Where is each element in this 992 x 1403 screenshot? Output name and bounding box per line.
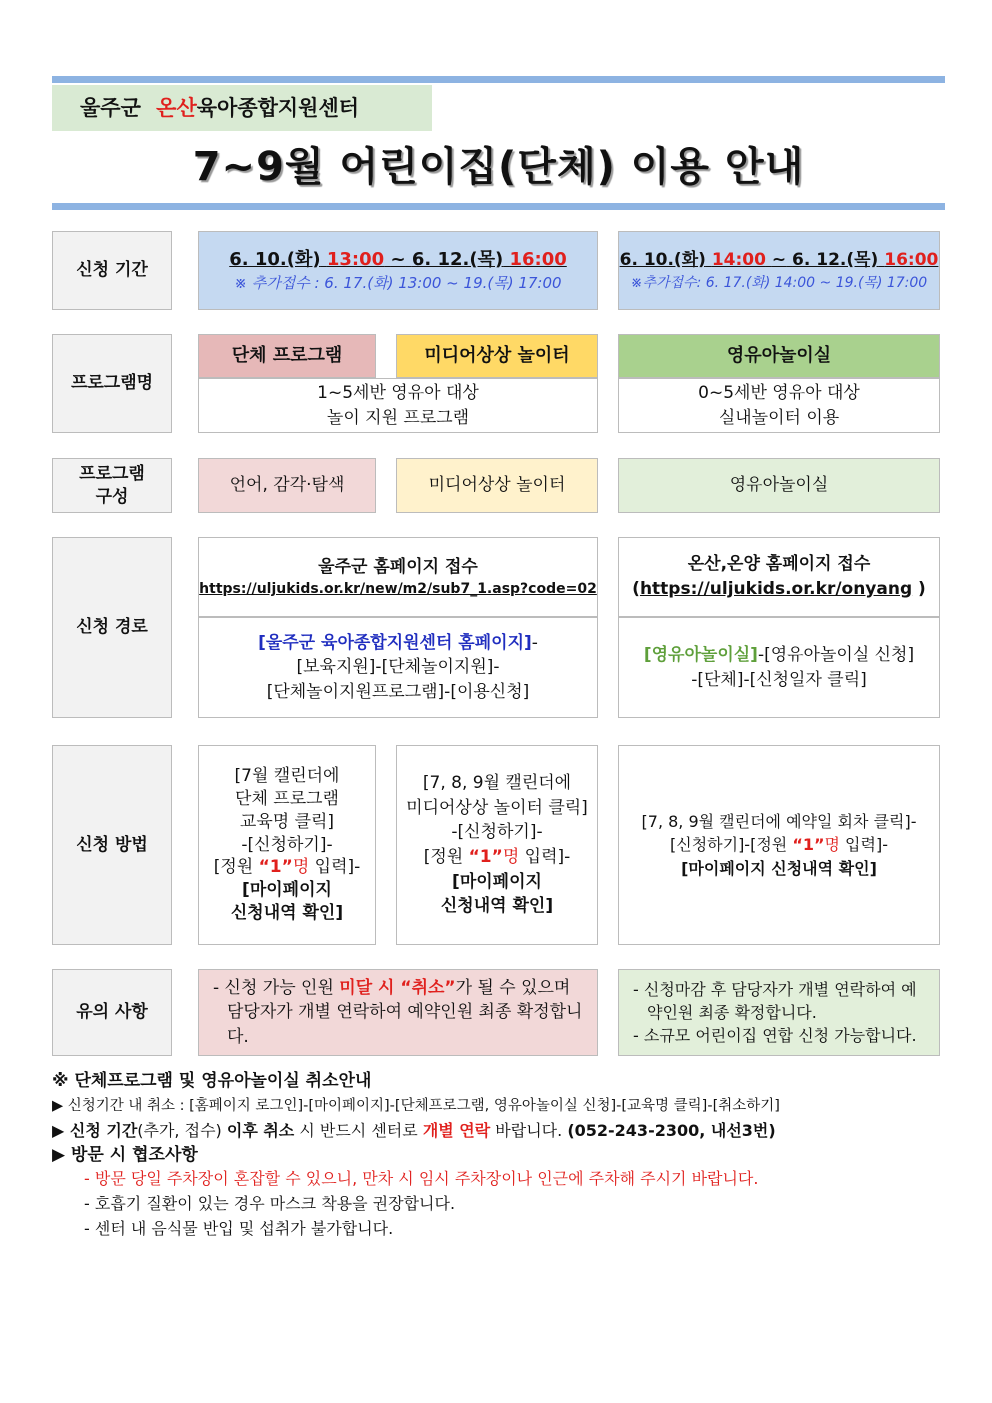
cancel-line-2: ▶ 신청 기간(추가, 접수) 이후 취소 시 반드시 센터로 개별 연락 바랍니다. (052-243-2300, 내선3번): [52, 1121, 776, 1140]
period-label: 신청 기간: [52, 231, 172, 310]
route-left-url[interactable]: https://uljukids.or.kr/new/m2/sub7_1.asp?code=02: [199, 581, 597, 598]
org-highlight: 온산: [156, 96, 197, 120]
route-left-path: [울주군 육아종합지원센터 홈페이지]- [보육지원]-[단체놀이지원]- [단체놀이지원프로그램]-[이용신청]: [198, 617, 598, 718]
cancel-title: ※ 단체프로그램 및 영유아놀이실 취소안내: [52, 1071, 372, 1091]
org-prefix: 울주군: [80, 96, 141, 120]
period-right-note: ※추가접수: 6. 17.(화) 14:00 ~ 19.(목) 17:00: [630, 274, 928, 291]
program-left-desc: 1~5세반 영유아 대상 놀이 지원 프로그램: [198, 378, 598, 433]
route-right-site: 온산,온양 홈페이지 접수 (https://uljukids.or.kr/onyang ): [618, 537, 940, 617]
period-left-dates: 6. 10.(화) 13:00 ~ 6. 12.(목) 16:00: [229, 248, 567, 270]
route-left-site: 울주군 홈페이지 접수 https://uljukids.or.kr/new/m2/sub7_1.asp?code=02: [198, 537, 598, 617]
visit-line-3: - 센터 내 음식물 반입 및 섭취가 불가합니다.: [84, 1219, 394, 1238]
program-label: 프로그램명: [52, 334, 172, 433]
composition-group: 언어, 감각·탐색: [198, 458, 376, 513]
period-right-dates: 6. 10.(화) 14:00 ~ 6. 12.(목) 16:00: [619, 250, 939, 271]
visit-title: ▶ 방문 시 협조사항: [52, 1145, 198, 1165]
infant-room-header: 영유아놀이실: [618, 334, 940, 378]
org-suffix: 육아종합지원센터: [196, 96, 360, 120]
visit-line-2: - 호흡기 질환이 있는 경우 마스크 착용을 권장합니다.: [84, 1194, 456, 1213]
title-rule: [52, 203, 945, 210]
organization-banner: [52, 85, 432, 131]
top-rule: [52, 76, 945, 83]
caution-left: - 신청 가능 인원 미달 시 “취소”가 될 수 있으며 담당자가 개별 연락하여 예약인원 최종 확정합니다.: [198, 969, 598, 1056]
composition-media: 미디어상상 놀이터: [396, 458, 598, 513]
period-left-cell: [198, 231, 598, 310]
visit-line-1: - 방문 당일 주차장이 혼잡할 수 있으니, 만차 시 임시 주차장이나 인근에 주차해 주시기 바랍니다.: [84, 1169, 759, 1188]
composition-label: 프로그램 구성: [52, 458, 172, 513]
route-right-url[interactable]: https://uljukids.or.kr/onyang: [639, 579, 913, 599]
page-title: 7~9월 어린이집(단체) 이용 안내: [192, 144, 805, 190]
period-right-cell: [618, 231, 940, 310]
route-right-path: [영유아놀이실]-[영유아놀이실 신청] -[단체]-[신청일자 클릭]: [618, 617, 940, 718]
group-program-header: 단체 프로그램: [198, 334, 376, 378]
program-right-desc: 0~5세반 영유아 대상 실내놀이터 이용: [618, 378, 940, 433]
composition-infant: 영유아놀이실: [618, 458, 940, 513]
caution-right: - 신청마감 후 담당자가 개별 연락하여 예약인원 최종 확정합니다. - 소규모 어린이집 연합 신청 가능합니다.: [618, 969, 940, 1056]
method-group: [7월 캘린더에 단체 프로그램 교육명 클릭] -[신청하기]- [정원 “1”명 입력]- [마이페이지 신청내역 확인]: [198, 745, 376, 945]
method-media: [7, 8, 9월 캘린더에 미디어상상 놀이터 클릭] -[신청하기]- [정원 “1”명 입력]- [마이페이지 신청내역 확인]: [396, 745, 598, 945]
period-left-note: ※ 추가접수 : 6. 17.(화) 13:00 ~ 19.(목) 17:00: [234, 273, 562, 292]
cancel-line-1: ▶ 신청기간 내 취소 : [홈페이지 로그인]-[마이페이지]-[단체프로그램, 영유아놀이실 신청]-[교육명 클릭]-[취소하기]: [52, 1098, 780, 1114]
media-program-header: 미디어상상 놀이터: [396, 334, 598, 378]
method-label: 신청 방법: [52, 745, 172, 945]
method-infant: [7, 8, 9월 캘린더에 예약일 회차 클릭]- [신청하기]-[정원 “1”명 입력]- [마이페이지 신청내역 확인]: [618, 745, 940, 945]
caution-label: 유의 사항: [52, 969, 172, 1056]
route-label: 신청 경로: [52, 537, 172, 718]
